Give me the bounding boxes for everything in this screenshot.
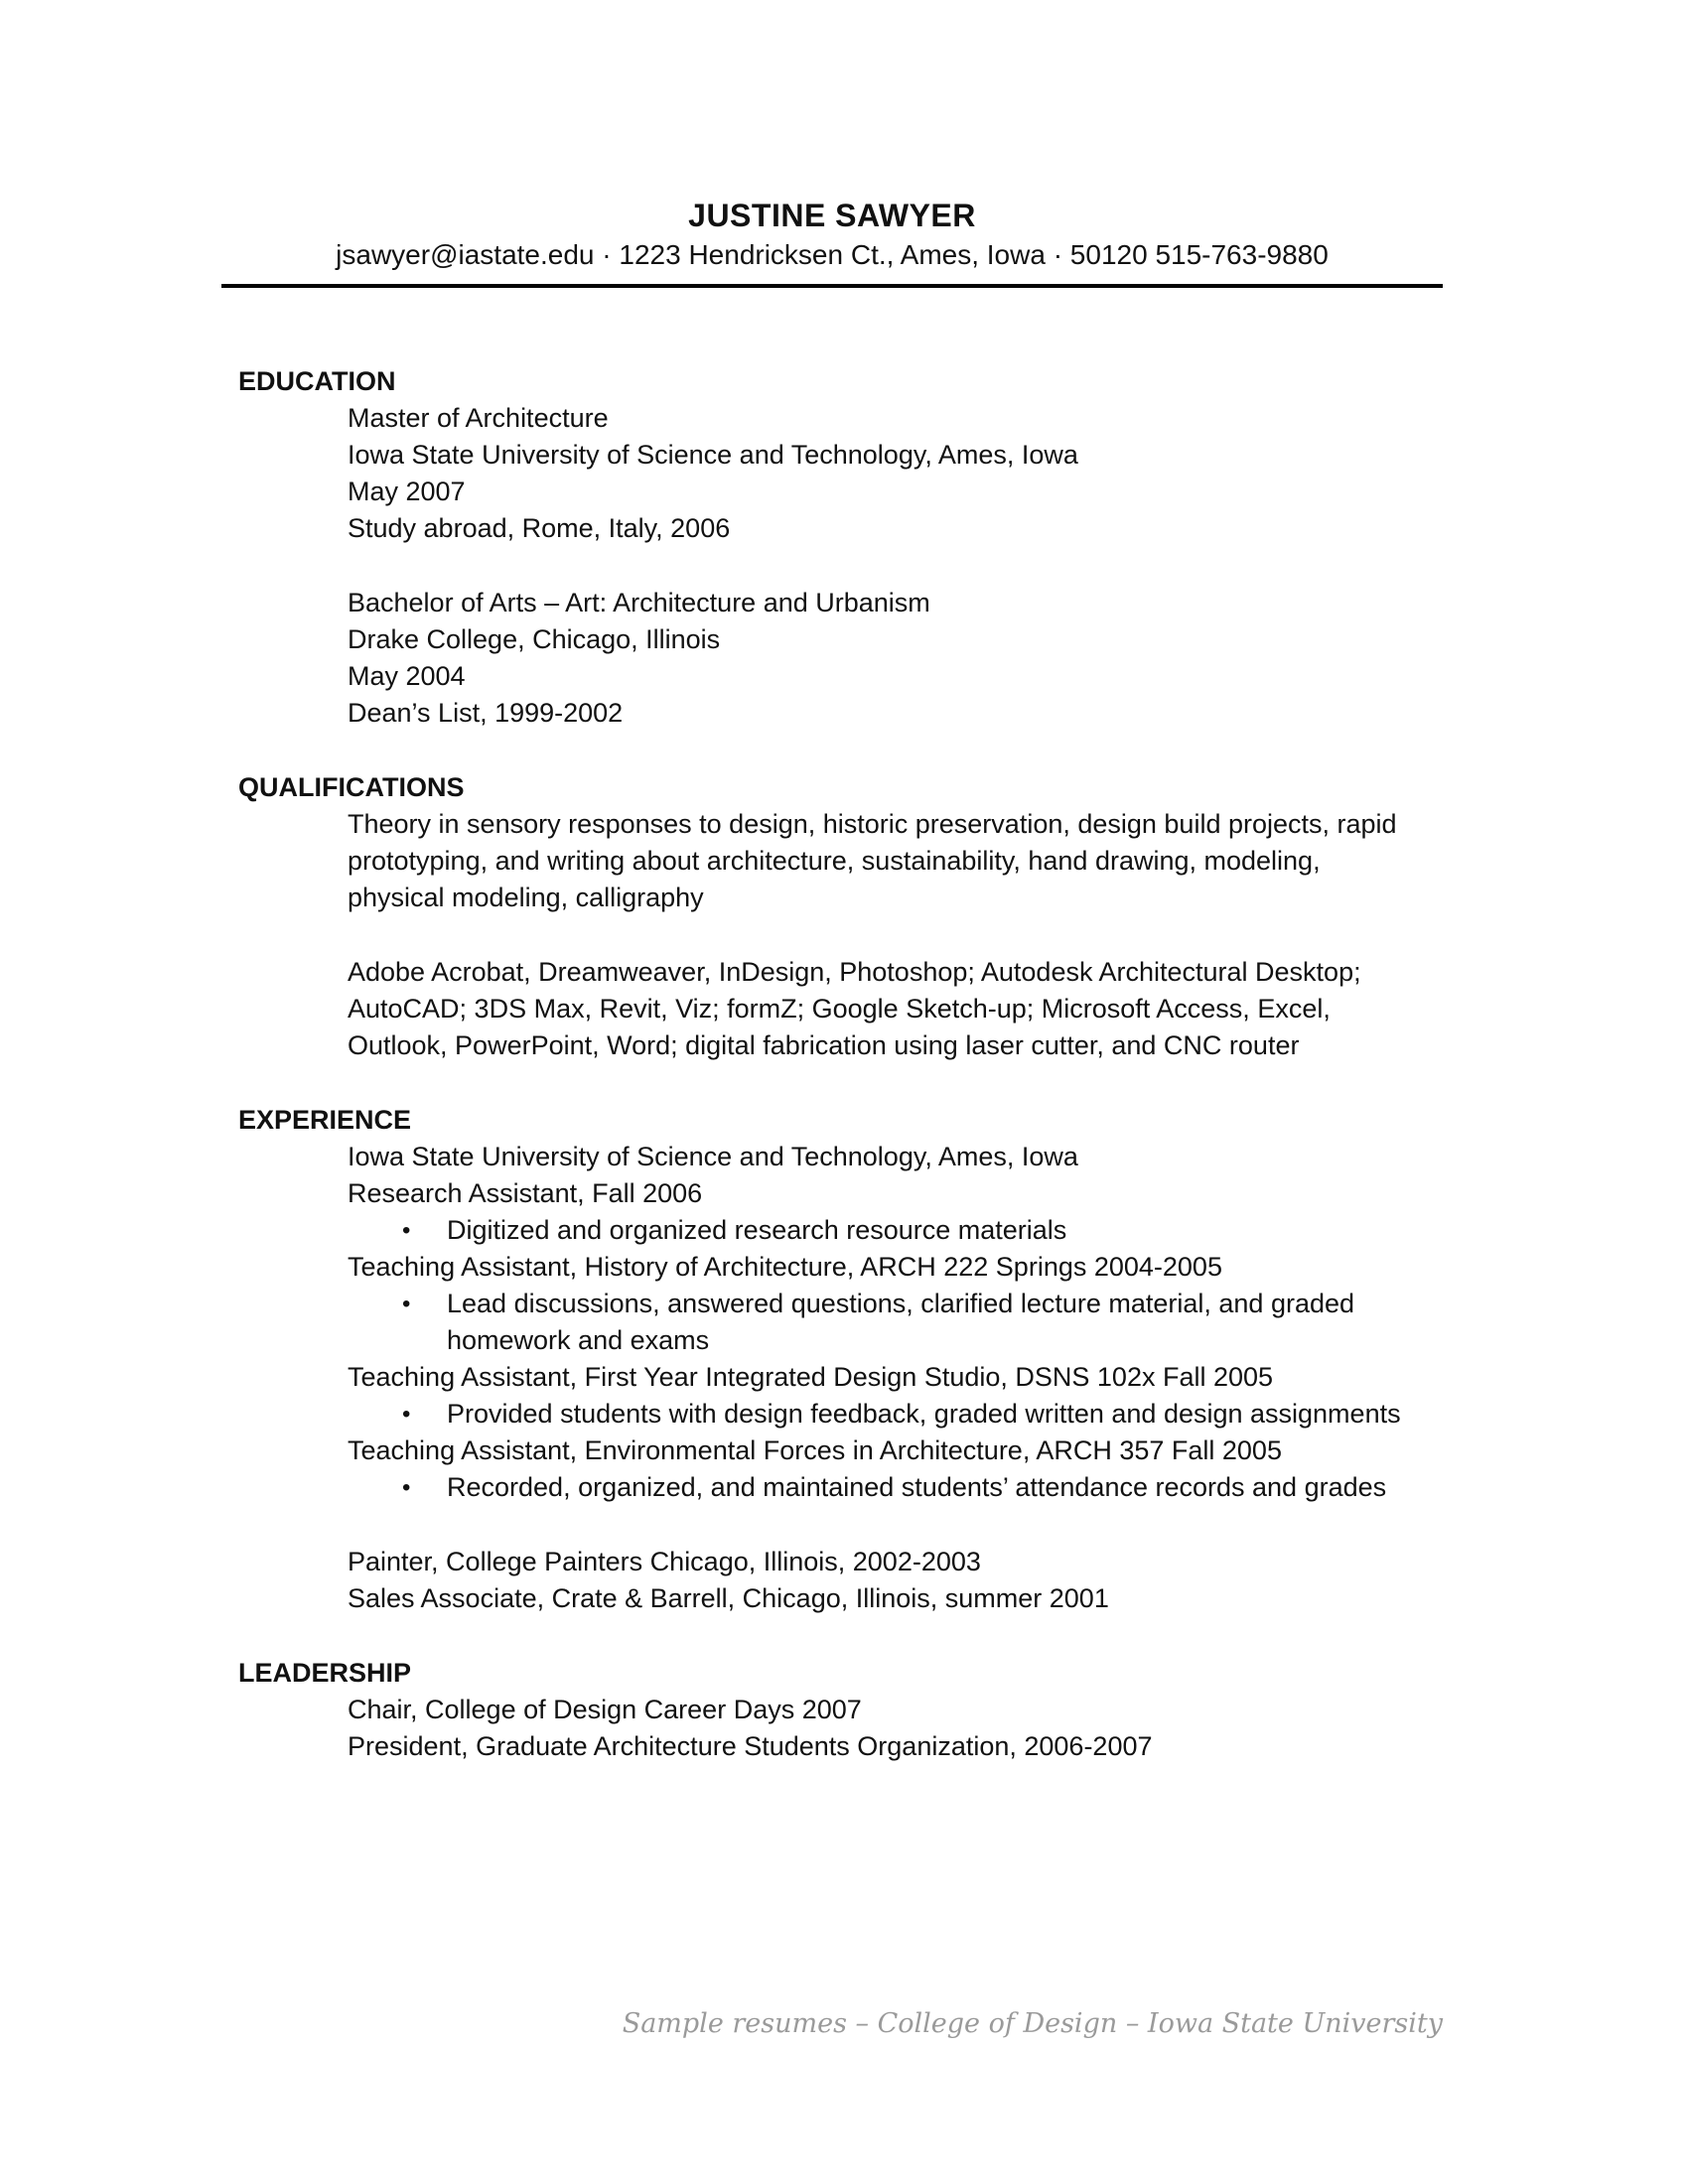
footer-text: Sample resumes – College of Design – Iowa State University — [622, 2008, 1443, 2039]
text-line: Teaching Assistant, First Year Integrated Design Studio, DSNS 102x Fall 2005 — [348, 1362, 1274, 1392]
section-qualifications — [221, 769, 1443, 1064]
bullet-item — [348, 1212, 1443, 1249]
text-line: May 2004 — [348, 661, 466, 691]
text-line: Outlook, PowerPoint, Word; digital fabrication using laser cutter, and CNC router — [348, 1030, 1300, 1060]
section-title: EDUCATION — [238, 366, 396, 396]
text-block — [348, 954, 1443, 1064]
bullet-icon: • — [402, 1291, 411, 1317]
text-line: Master of Architecture — [348, 403, 609, 433]
text-line: Teaching Assistant, Environmental Forces in Architecture, ARCH 357 Fall 2005 — [348, 1435, 1282, 1465]
resume-header — [221, 195, 1443, 288]
text-block — [348, 1359, 1443, 1396]
bullet-line: Provided students with design feedback, graded written and design assignments — [447, 1399, 1401, 1429]
text-block — [348, 400, 1443, 547]
header-rule — [221, 284, 1443, 288]
bullet-text — [447, 1396, 1443, 1433]
section-leadership — [221, 1655, 1443, 1765]
bullet-item — [348, 1286, 1443, 1359]
text-line: Study abroad, Rome, Italy, 2006 — [348, 513, 731, 543]
text-line: Bachelor of Arts – Art: Architecture and Urbanism — [348, 588, 930, 617]
text-block — [348, 806, 1443, 916]
text-block — [348, 1544, 1443, 1617]
text-line: prototyping, and writing about architecture, sustainability, hand drawing, modeling, — [348, 846, 1321, 876]
text-line: Teaching Assistant, History of Architecture, ARCH 222 Springs 2004-2005 — [348, 1252, 1222, 1282]
text-line: May 2007 — [348, 477, 466, 506]
text-line: Painter, College Painters Chicago, Illinois, 2002-2003 — [348, 1547, 981, 1576]
text-block — [348, 585, 1443, 732]
bullet-icon: • — [402, 1401, 411, 1428]
bullet-line: Recorded, organized, and maintained students’ attendance records and grades — [447, 1472, 1387, 1502]
bullet-line: Digitized and organized research resource materials — [447, 1215, 1067, 1245]
bullet-line: homework and exams — [447, 1325, 710, 1355]
section-body — [221, 1139, 1443, 1617]
text-line: Dean’s List, 1999-2002 — [348, 698, 624, 728]
section-title: QUALIFICATIONS — [238, 772, 465, 802]
bullet-icon: • — [402, 1217, 411, 1244]
bullet-text — [447, 1212, 1443, 1249]
contact-line: jsawyer@iastate.edu · 1223 Hendricksen Ct., Ames, Iowa · 50120 515-763-9880 — [336, 239, 1329, 270]
text-line: Sales Associate, Crate & Barrell, Chicago, Illinois, summer 2001 — [348, 1583, 1109, 1613]
text-line: Iowa State University of Science and Technology, Ames, Iowa — [348, 440, 1078, 470]
section-body — [221, 400, 1443, 732]
section-body — [221, 806, 1443, 1064]
bullet-item — [348, 1469, 1443, 1506]
bullet-text — [447, 1469, 1443, 1506]
text-block — [348, 1249, 1443, 1286]
section-education — [221, 363, 1443, 732]
bullet-icon: • — [402, 1474, 411, 1501]
text-line: AutoCAD; 3DS Max, Revit, Viz; formZ; Google Sketch-up; Microsoft Access, Excel, — [348, 994, 1331, 1024]
section-experience — [221, 1102, 1443, 1617]
text-block — [348, 1692, 1443, 1765]
text-line: Research Assistant, Fall 2006 — [348, 1178, 703, 1208]
text-line: President, Graduate Architecture Students Organization, 2006-2007 — [348, 1731, 1153, 1761]
text-block — [348, 1139, 1443, 1212]
text-line: Drake College, Chicago, Illinois — [348, 624, 721, 654]
bullet-line: Lead discussions, answered questions, clarified lecture material, and graded — [447, 1289, 1355, 1318]
resume-body — [221, 363, 1443, 1765]
section-body — [221, 1692, 1443, 1765]
text-line: physical modeling, calligraphy — [348, 883, 704, 912]
candidate-name: JUSTINE SAWYER — [688, 198, 976, 233]
page-footer — [623, 2007, 1443, 2041]
text-block — [348, 1433, 1443, 1469]
bullet-item — [348, 1396, 1443, 1433]
text-line: Adobe Acrobat, Dreamweaver, InDesign, Photoshop; Autodesk Architectural Desktop; — [348, 957, 1361, 987]
text-line: Chair, College of Design Career Days 2007 — [348, 1695, 862, 1724]
text-line: Iowa State University of Science and Technology, Ames, Iowa — [348, 1142, 1078, 1171]
text-line: Theory in sensory responses to design, historic preservation, design build projects, rapid — [348, 809, 1397, 839]
section-title: EXPERIENCE — [238, 1105, 412, 1135]
section-title: LEADERSHIP — [238, 1658, 412, 1688]
bullet-text — [447, 1286, 1443, 1359]
